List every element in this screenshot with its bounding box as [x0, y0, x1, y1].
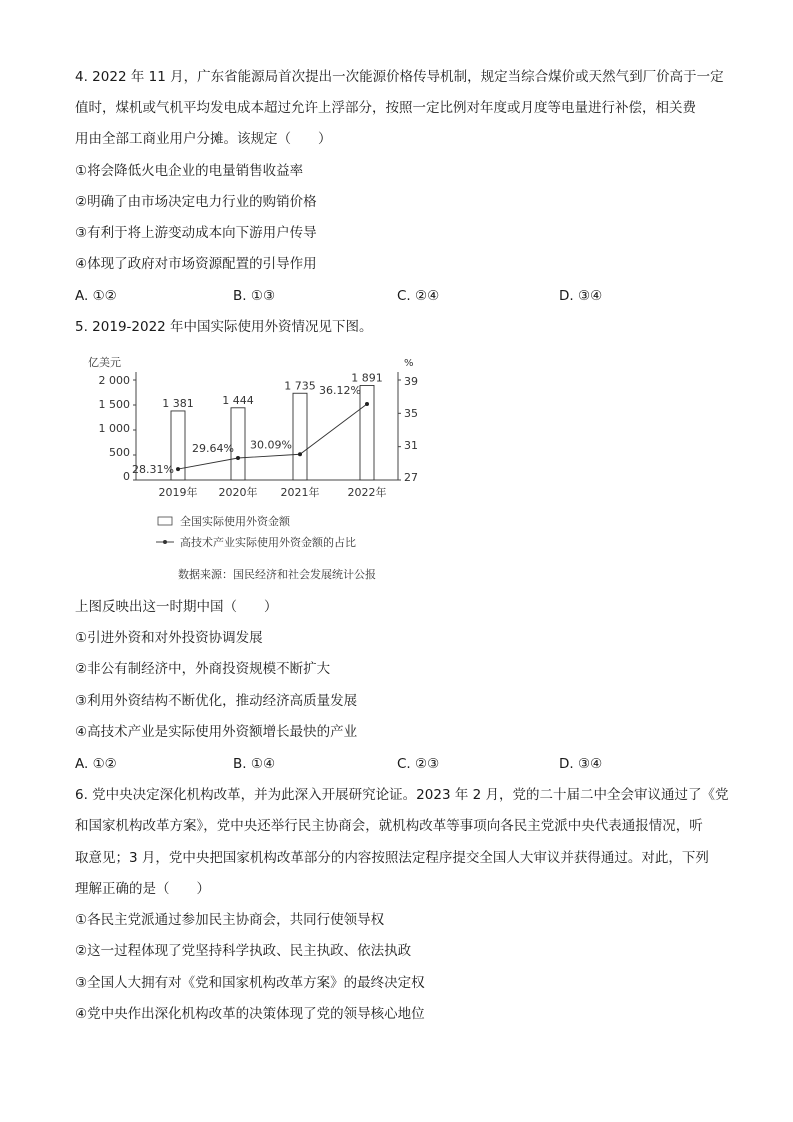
- x-tick-label: 2020年: [218, 486, 258, 499]
- line-point-2022年: [365, 402, 369, 406]
- y-axis-title: 亿美元: [88, 356, 121, 369]
- bar-value-label: 1 444: [222, 393, 254, 407]
- y-tick-label: 2 000: [98, 374, 130, 387]
- q5-question: 上图反映出这一时期中国（ ）: [75, 599, 278, 615]
- q4-item-4: ④体现了政府对市场资源配置的引导作用: [75, 256, 317, 272]
- bar-value-label: 1 891: [351, 371, 383, 385]
- y2-tick-label: 35: [404, 407, 418, 420]
- line-value-label: 28.31%: [132, 463, 174, 477]
- bar-2021年: [293, 393, 307, 480]
- q4-stem-line-1: 4. 2022 年 11 月，广东省能源局首次提出一次能源价格传导机制，规定当综合煤价或天然气到厂价高于一定: [75, 69, 724, 85]
- q6-item-3: ③全国人大拥有对《党和国家机构改革方案》的最终决定权: [75, 975, 425, 991]
- q6-stem-line-3: 取意见；3 月，党中央把国家机构改革部分的内容按照法定程序提交全国人大审议并获得通过。对此，下列: [75, 850, 709, 866]
- q6-stem-line-1: 6. 党中央决定深化机构改革，并为此深入开展研究论证。2023 年 2 月，党的二十届二中全会审议通过了《党: [75, 787, 729, 803]
- x-tick-label: 2021年: [280, 486, 320, 499]
- q6-stem-line-2: 和国家机构改革方案》，党中央还举行民主协商会，就机构改革等事项向各民主党派中央代表通报情况，听: [75, 818, 703, 834]
- q4-item-2: ②明确了由市场决定电力行业的购销价格: [75, 194, 317, 210]
- q4-stem-line-3: 用由全部工商业用户分摊。该规定（ ）: [75, 131, 332, 147]
- q5-option-b[interactable]: B. ①④: [233, 756, 276, 772]
- q4-stem-line-2: 值时，煤机或气机平均发电成本超过允许上浮部分，按照一定比例对年度或月度等电量进行补偿，相关费: [75, 100, 696, 116]
- line-value-label: 36.12%: [319, 384, 361, 397]
- y-tick-label: 1 500: [98, 398, 130, 411]
- q4-item-1: ①将会降低火电企业的电量销售收益率: [75, 163, 304, 179]
- legend-bar-swatch: [158, 517, 172, 525]
- bar-2022年: [360, 385, 374, 480]
- legend-bar-label: 全国实际使用外资金额: [180, 515, 290, 528]
- line-share-series: [178, 404, 367, 469]
- x-tick-label: 2022年: [347, 486, 387, 499]
- chart-source: 数据来源：国民经济和社会发展统计公报: [178, 568, 376, 581]
- q6-item-4: ④党中央作出深化机构改革的决策体现了党的领导核心地位: [75, 1006, 425, 1022]
- q4-option-a[interactable]: A. ①②: [75, 288, 117, 304]
- q5-option-c[interactable]: C. ②③: [397, 756, 440, 772]
- legend-line-label: 高技术产业实际使用外资金额的占比: [180, 536, 356, 549]
- legend-line-marker: [163, 540, 167, 544]
- q5-item-1: ①引进外资和对外投资协调发展: [75, 630, 263, 646]
- line-value-label: 30.09%: [250, 438, 292, 452]
- q5-item-4: ④高技术产业是实际使用外资额增长最快的产业: [75, 724, 358, 740]
- line-point-2019年: [176, 467, 180, 471]
- y2-tick-label: 39: [404, 375, 418, 388]
- line-point-2020年: [236, 456, 240, 460]
- q5-option-d[interactable]: D. ③④: [559, 756, 603, 772]
- y2-axis-title: %: [404, 358, 414, 369]
- y-tick-label: 0: [123, 470, 130, 483]
- q5-item-2: ②非公有制经济中，外商投资规模不断扩大: [75, 661, 331, 677]
- y-tick-label: 500: [109, 446, 130, 459]
- y2-tick-label: 31: [404, 439, 418, 452]
- q6-item-2: ②这一过程体现了党坚持科学执政、民主执政、依法执政: [75, 943, 412, 959]
- q5-stem: 5. 2019-2022 年中国实际使用外资情况见下图。: [75, 319, 373, 335]
- q6-stem-line-4: 理解正确的是（ ）: [75, 881, 210, 897]
- q5-option-a[interactable]: A. ①②: [75, 756, 117, 772]
- q4-item-3: ③有利于将上游变动成本向下游用户传导: [75, 225, 317, 241]
- q5-item-3: ③利用外资结构不断优化，推动经济高质量发展: [75, 693, 358, 709]
- y2-tick-label: 27: [404, 471, 418, 484]
- line-point-2021年: [298, 452, 302, 456]
- q4-option-b[interactable]: B. ①③: [233, 288, 276, 304]
- q6-item-1: ①各民主党派通过参加民主协商会，共同行使领导权: [75, 912, 385, 928]
- bar-value-label: 1 735: [284, 379, 316, 393]
- line-value-label: 29.64%: [192, 442, 234, 455]
- foreign-investment-chart: [70, 352, 440, 588]
- bar-value-label: 1 381: [162, 396, 194, 410]
- q4-option-d[interactable]: D. ③④: [559, 288, 603, 304]
- x-tick-label: 2019年: [158, 486, 198, 499]
- y-tick-label: 1 000: [98, 422, 130, 435]
- q4-option-c[interactable]: C. ②④: [397, 288, 440, 304]
